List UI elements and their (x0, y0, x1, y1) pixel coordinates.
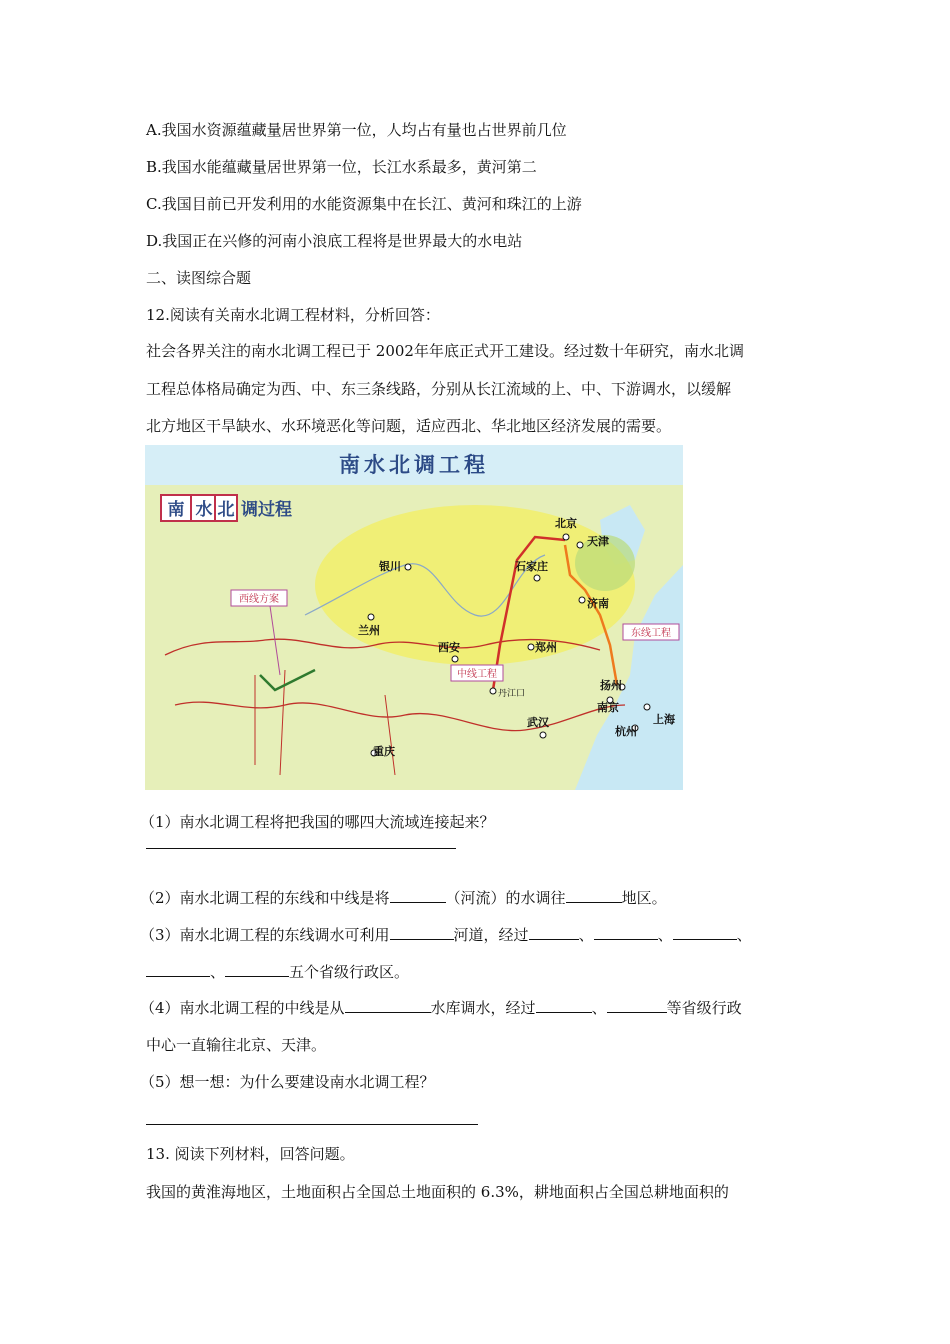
blank-center-2[interactable] (607, 998, 667, 1013)
question-12-paragraph-1: 社会各界关注的南水北调工程已于 2002年年底正式开工建设。经过数十年研究，南水北调 (146, 342, 744, 360)
question-12-paragraph-3: 北方地区干旱缺水、水环境恶化等问题，适应西北、华北地区经济发展的需要。 (146, 417, 672, 435)
map-banner-title: 南水北调工程 (339, 453, 489, 477)
city-jinan: 济南 (587, 597, 609, 610)
sub-question-3-continued: 、 五个省级行政区。 (146, 962, 409, 982)
section-heading: 二、读图综合题 (146, 269, 252, 287)
blank-river[interactable] (390, 888, 446, 903)
city-tianjin: 天津 (587, 535, 609, 548)
sub-question-2: （2）南水北调工程的东线和中线是将 （河流）的水调往 地区。 (140, 889, 667, 907)
city-lanzhou: 兰州 (358, 624, 380, 637)
blank-province-2[interactable] (594, 925, 658, 940)
blank-province-5[interactable] (225, 962, 289, 977)
sub-question-1: （1）南水北调工程将把我国的哪四大流域连接起来？ (140, 813, 495, 831)
map-subtitle-south: 南 (167, 500, 185, 520)
blank-province-4[interactable] (146, 962, 210, 977)
city-yinchuan: 银川 (379, 560, 401, 573)
south-north-water-diversion-map (145, 445, 683, 790)
blank-channel[interactable] (390, 925, 454, 940)
city-yangzhou: 扬州 (600, 679, 622, 692)
blank-province-1[interactable] (529, 925, 579, 940)
blank-region[interactable] (566, 888, 622, 903)
city-beijing: 北京 (555, 517, 577, 530)
question-12-title: 12.阅读有关南水北调工程材料，分析回答： (146, 306, 440, 324)
city-xian: 西安 (438, 641, 460, 654)
city-chongqing: 重庆 (373, 745, 395, 758)
option-c: C.我国目前已开发利用的水能资源集中在长江、黄河和珠江的上游 (146, 195, 582, 213)
map-subtitle-water: 水 (195, 500, 213, 520)
city-shijiazhuang: 石家庄 (515, 560, 548, 573)
sub-question-4: （4）南水北调工程的中线是从 水库调水，经过 、 等省级行政 (140, 999, 742, 1017)
answer-line-5[interactable] (146, 1124, 478, 1125)
sub-question-3: （3）南水北调工程的东线调水可利用 河道，经过 、 、 、 (140, 926, 752, 944)
blank-province-3[interactable] (673, 925, 737, 940)
city-hangzhou: 杭州 (615, 725, 637, 738)
west-route-label: 西线方案 (239, 594, 279, 605)
city-nanjing: 南京 (597, 701, 619, 714)
map-subtitle-rest: 调过程 (241, 500, 292, 520)
blank-center-1[interactable] (536, 998, 592, 1013)
middle-route-label: 中线工程 (457, 669, 497, 680)
answer-line-1[interactable] (146, 848, 456, 849)
option-a: A.我国水资源蕴藏量居世界第一位，人均占有量也占世界前几位 (146, 121, 567, 139)
question-12-paragraph-2: 工程总体格局确定为西、中、东三条线路，分别从长江流域的上、中、下游调水，以缓解 (146, 380, 732, 398)
option-b: B.我国水能蕴藏量居世界第一位，长江水系最多，黄河第二 (146, 158, 537, 176)
question-13-title: 13. 阅读下列材料，回答问题。 (146, 1145, 355, 1163)
city-shanghai: 上海 (653, 713, 675, 726)
city-danjiangkou: 丹江口 (498, 689, 526, 699)
sub-question-4-continued: 中心一直输往北京、天津。 (146, 1036, 327, 1054)
map-subtitle-north: 北 (217, 500, 235, 520)
city-zhengzhou: 郑州 (535, 641, 557, 654)
east-route-label: 东线工程 (631, 628, 671, 639)
city-wuhan: 武汉 (527, 716, 549, 729)
option-d: D.我国正在兴修的河南小浪底工程将是世界最大的水电站 (146, 232, 523, 250)
sub-question-5: （5）想一想：为什么要建设南水北调工程？ (140, 1073, 435, 1091)
question-13-paragraph: 我国的黄淮海地区，土地面积占全国总土地面积的 6.3%，耕地面积占全国总耕地面积的 (146, 1183, 729, 1201)
blank-reservoir[interactable] (345, 998, 431, 1013)
